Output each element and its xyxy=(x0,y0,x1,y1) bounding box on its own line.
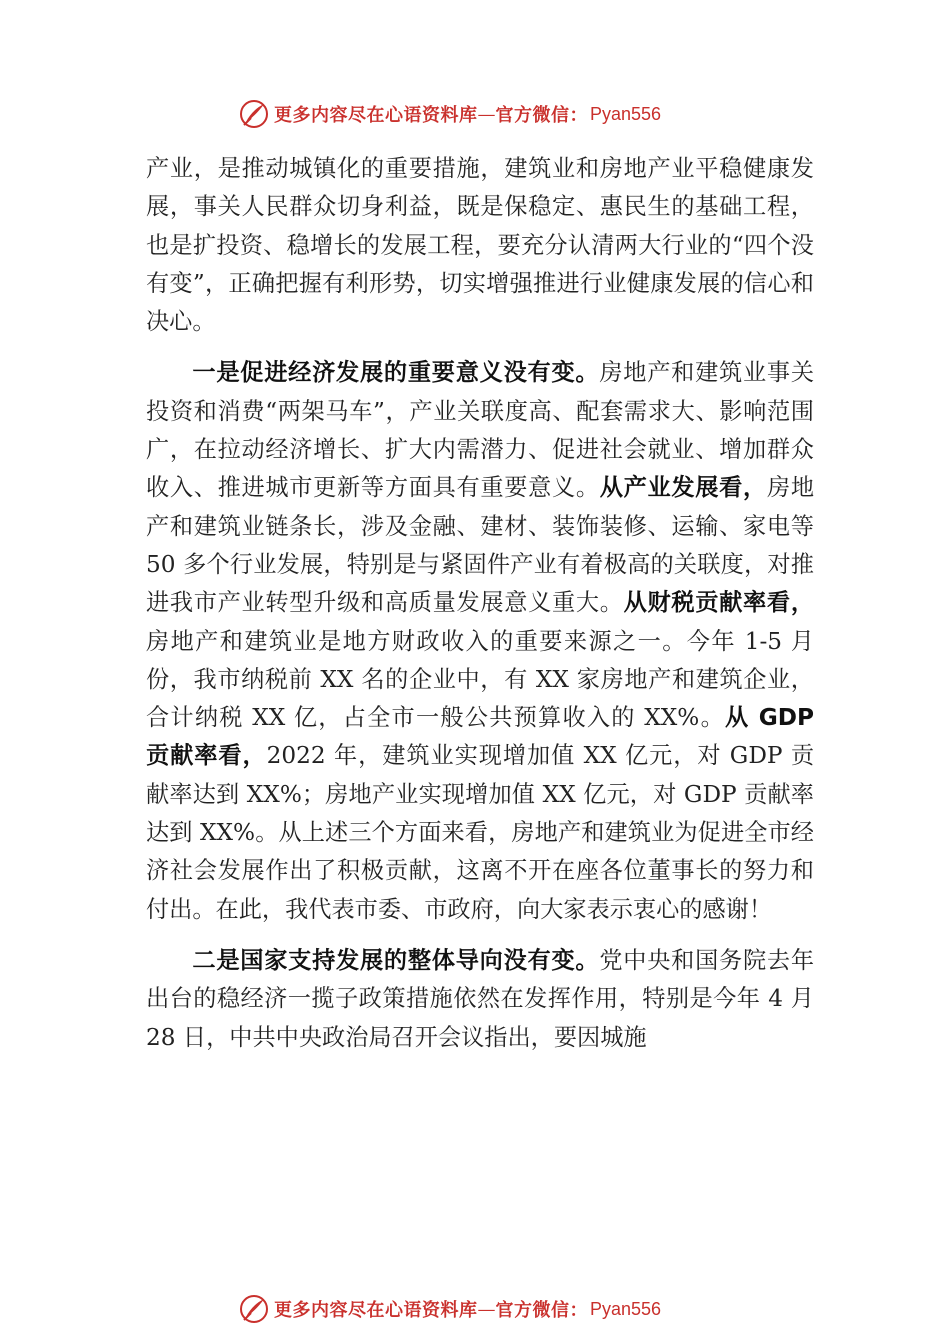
paragraph-3 xyxy=(146,942,814,1057)
paragraph-2-text-1: 房地产和建筑业事关投资和消费“两架马车”，产业关联度高、配套需求大、影响范围广，在拉动经济增长、扩大内需潜力、促进社会就业、增加群众收入、推进城市更新等方面具有重要意义。 xyxy=(146,359,815,502)
watermark-text: 更多内容尽在心语资料库 xyxy=(274,1300,478,1321)
paragraph-1: 产业，是推动城镇化的重要措施，建筑业和房地产业平稳健康发展，事关人民群众切身利益，既是保稳定、惠民生的基础工程，也是扩投资、稳增长的发展工程，要充分认清两大行业的“四个没有变”，正确把握有利形势，切实增强推进行业健康发展的信心和决心。 xyxy=(146,155,814,336)
watermark-id: Pyan556 xyxy=(590,1298,662,1319)
paragraph-2-text-2: 房地产和建筑业链条长，涉及金融、建材、装饰装修、运输、家电等 50 多个行业发展，特别是与紧固件产业有着极高的关联度，对推进我市产业转型升级和高质量发展意义重大。 xyxy=(146,474,815,617)
watermark-text: 更多内容尽在心语资料库 xyxy=(274,105,478,126)
footer-watermark xyxy=(238,1290,758,1328)
subheading-industry: 从产业发展看， xyxy=(599,474,767,502)
paragraph-2-text-4: 2022 年，建筑业实现增加值 XX 亿元，对 GDP 贡献率达到 XX%；房地产业实现增加值 XX 亿元，对 GDP 贡献率达到 XX%。从上述三个方面来看，房地产和建筑业为促进全市经济社会发展作出了积极贡献，这离不开在座各位董事长的努力和付出。在此，我代表市委、市政府，向大家表示衷心的感谢！ xyxy=(146,742,815,923)
body-text xyxy=(146,150,814,1057)
paragraph-2-text-3: 房地产和建筑业是地方财政收入的重要来源之一。今年 1-5 月份，我市纳税前 XX 名的企业中，有 XX 家房地产和建筑企业，合计纳税 XX 亿，占全市一般公共预算收入的 XX%。 xyxy=(146,627,814,732)
quill-logo-icon xyxy=(238,1293,270,1325)
quill-logo-icon xyxy=(238,98,270,130)
heading-point-1: 一是促进经济发展的重要意义没有变。 xyxy=(192,359,600,387)
heading-point-2: 二是国家支持发展的整体导向没有变。 xyxy=(192,946,600,974)
watermark-dash: — xyxy=(477,103,496,125)
watermark-contact: 官方微信： xyxy=(495,1300,588,1321)
watermark-contact: 官方微信： xyxy=(495,105,588,126)
subheading-tax: 从财税贡献率看， xyxy=(623,589,815,617)
header-watermark xyxy=(238,95,758,133)
paragraph-2 xyxy=(146,354,814,928)
subheading-gdp: 从 GDP 贡献率看， xyxy=(146,704,814,770)
watermark-dash: — xyxy=(477,1298,496,1320)
watermark-id: Pyan556 xyxy=(590,103,662,124)
paragraph-3-text-1: 党中央和国务院去年出台的稳经济一揽子政策措施依然在发挥作用，特别是今年 4 月 28 日，中共中央政治局召开会议指出，要因城施 xyxy=(146,946,815,1051)
